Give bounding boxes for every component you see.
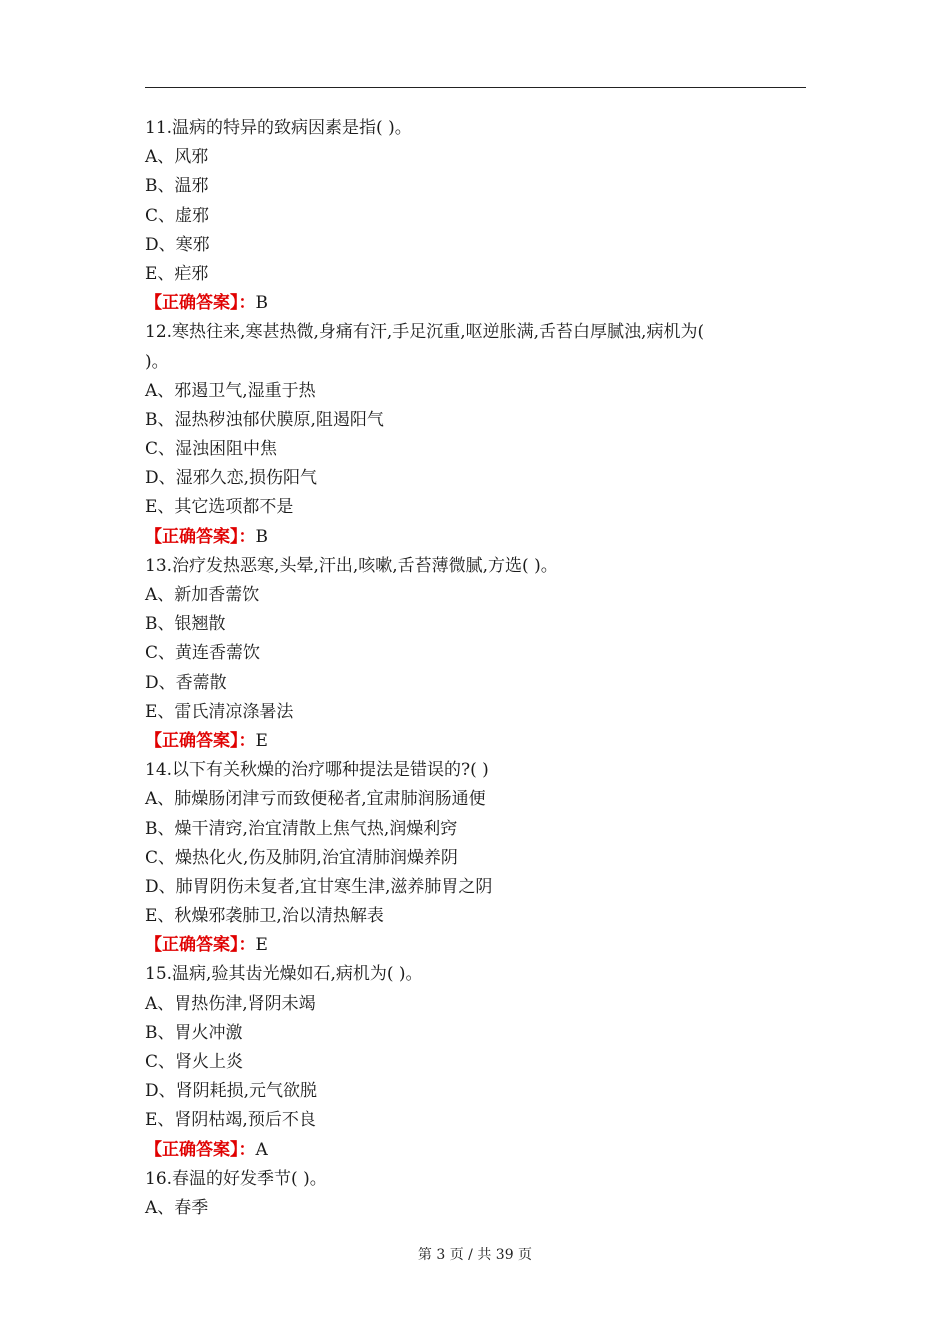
option-e: E、雷氏清凉涤暑法 bbox=[145, 701, 294, 722]
answer-row bbox=[145, 289, 806, 318]
answer-value: E bbox=[255, 935, 268, 956]
question-list bbox=[145, 114, 806, 1223]
option-e: E、疟邪 bbox=[145, 263, 209, 284]
option-a: A、胃热伤津,肾阴未竭 bbox=[145, 993, 316, 1014]
option-d: D、肾阴耗损,元气欲脱 bbox=[145, 1081, 318, 1102]
question-14 bbox=[145, 756, 806, 960]
answer-value: E bbox=[255, 730, 268, 751]
option-a: A、新加香薷饮 bbox=[145, 585, 260, 605]
question-stem: 13.治疗发热恶寒,头晕,汗出,咳嗽,舌苔薄微腻,方选( )。 bbox=[145, 555, 558, 576]
answer-value: A bbox=[255, 1139, 268, 1160]
option-d: D、湿邪久恋,损伤阳气 bbox=[145, 468, 318, 489]
option-c: C、燥热化火,伤及肺阴,治宜清肺润燥养阴 bbox=[145, 847, 458, 868]
option-c: C、黄连香薷饮 bbox=[145, 643, 261, 664]
answer-label: 【正确答案】： bbox=[145, 293, 256, 314]
option-a: A、肺燥肠闭津亏而致便秘者,宜肃肺润肠通便 bbox=[145, 789, 486, 810]
option-b: B、湿热秽浊郁伏膜原,阻遏阳气 bbox=[145, 409, 384, 430]
option-b: B、胃火冲激 bbox=[145, 1022, 243, 1043]
question-13 bbox=[145, 552, 806, 756]
question-12 bbox=[145, 318, 806, 552]
question-11 bbox=[145, 114, 806, 318]
question-15 bbox=[145, 960, 806, 1164]
answer-row bbox=[145, 1136, 806, 1165]
option-a: A、风邪 bbox=[145, 147, 209, 168]
page-footer bbox=[0, 1244, 950, 1264]
option-b: B、燥干清窍,治宜清散上焦气热,润燥利窍 bbox=[145, 818, 458, 839]
option-d: D、香薷散 bbox=[145, 672, 227, 693]
question-stem: 15.温病,验其齿光燥如石,病机为( )。 bbox=[145, 964, 423, 985]
option-e: E、肾阴枯竭,预后不良 bbox=[145, 1110, 316, 1131]
answer-row bbox=[145, 727, 806, 756]
question-stem: 12.寒热往来,寒甚热微,身痛有汗,手足沉重,呕逆胀满,舌苔白厚腻浊,病机为( bbox=[145, 322, 705, 343]
header-rule bbox=[145, 87, 806, 88]
option-d: D、肺胃阴伤未复者,宜甘寒生津,滋养肺胃之阴 bbox=[145, 876, 493, 897]
option-d: D、寒邪 bbox=[145, 234, 210, 255]
question-stem: 16.春温的好发季节( )。 bbox=[145, 1168, 327, 1189]
option-c: C、肾火上炎 bbox=[145, 1052, 244, 1072]
option-a: A、春季 bbox=[145, 1197, 209, 1218]
option-b: B、温邪 bbox=[145, 176, 209, 197]
page-number: 第 3 页 / 共 39 页 bbox=[417, 1247, 533, 1263]
option-c: C、虚邪 bbox=[145, 205, 210, 226]
answer-row bbox=[145, 931, 806, 960]
option-a: A、邪遏卫气,湿重于热 bbox=[145, 380, 316, 401]
answer-label: 【正确答案】： bbox=[145, 1139, 256, 1160]
answer-label: 【正确答案】： bbox=[145, 730, 256, 751]
option-c: C、湿浊困阻中焦 bbox=[145, 439, 278, 460]
question-16 bbox=[145, 1165, 806, 1223]
answer-row bbox=[145, 523, 806, 552]
option-e: E、其它选项都不是 bbox=[145, 497, 294, 518]
answer-label: 【正确答案】： bbox=[145, 935, 256, 956]
answer-value: B bbox=[255, 293, 268, 314]
option-b: B、银翘散 bbox=[145, 614, 226, 635]
answer-label: 【正确答案】： bbox=[145, 526, 256, 547]
question-stem: 11.温病的特异的致病因素是指( )。 bbox=[145, 118, 412, 138]
option-e: E、秋燥邪袭肺卫,治以清热解表 bbox=[145, 906, 384, 927]
question-stem-continued: )。 bbox=[145, 351, 169, 372]
question-stem: 14.以下有关秋燥的治疗哪种提法是错误的?( ) bbox=[145, 760, 489, 781]
answer-value: B bbox=[255, 526, 268, 547]
